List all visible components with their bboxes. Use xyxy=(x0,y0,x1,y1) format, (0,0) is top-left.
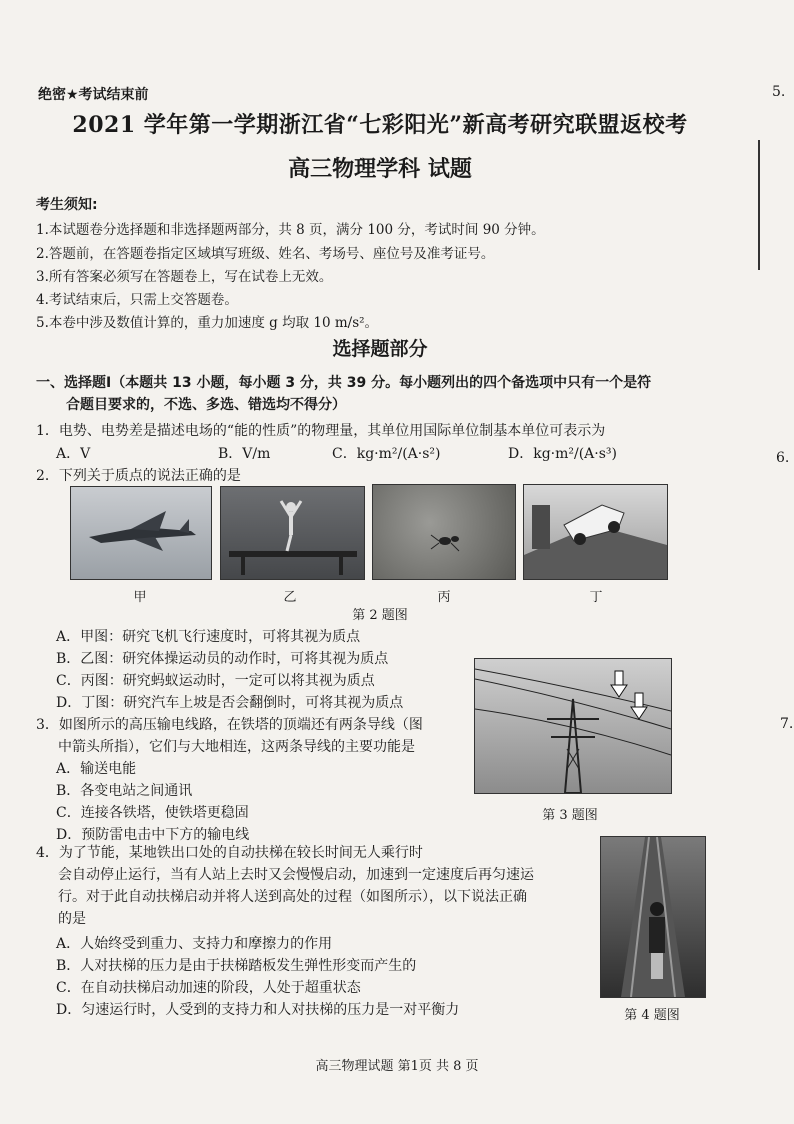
notice-item: 1.本试题卷分选择题和非选择题两部分，共 8 页，满分 100 分，考试时间 90 分钟。 xyxy=(36,222,545,238)
q3-caption: 第 3 题图 xyxy=(542,808,598,823)
exam-subtitle: 高三物理学科 试题 xyxy=(288,156,472,182)
q2-figure-yi xyxy=(220,486,365,580)
q4-option-b: B．人对扶梯的压力是由于扶梯踏板发生弹性形变而产生的 xyxy=(56,958,417,974)
escalator-image xyxy=(601,837,705,997)
q3-option-c: C．连接各铁塔，使铁塔更稳固 xyxy=(56,805,249,821)
q4-figure xyxy=(600,836,706,998)
q3-option-a: A．输送电能 xyxy=(56,761,137,777)
side-number-7: 7. xyxy=(780,716,794,732)
q4-stem-line3: 行。对于此自动扶梯启动并将人送到高处的过程（如图所示），以下说法正确 xyxy=(58,889,527,905)
arrow-down-icon xyxy=(631,693,647,719)
part-heading-line1: 一、选择题Ⅰ（本题共 13 小题，每小题 3 分，共 39 分。每小题列出的四个备选项中只有一个是符 xyxy=(36,375,652,391)
gymnast-image xyxy=(221,487,364,579)
ant-image xyxy=(373,485,515,579)
q3-figure xyxy=(474,658,672,794)
q2-label-yi: 乙 xyxy=(283,590,297,605)
q1-option-c: C．kg·m²/(A·s²) xyxy=(332,446,441,462)
q2-figure-ding xyxy=(523,484,668,580)
q4-option-d: D．匀速运行时，人受到的支持力和人对扶梯的压力是一对平衡力 xyxy=(56,1002,460,1018)
exam-title: 2021 学年第一学期浙江省“七彩阳光”新高考研究联盟返校考 xyxy=(72,112,688,138)
side-number-6: 6. xyxy=(776,450,790,466)
q2-figure-bing xyxy=(372,484,516,580)
q3-stem-line1: 3．如图所示的高压输电线路，在铁塔的顶端还有两条导线（图 xyxy=(36,717,423,733)
q2-figure-jia xyxy=(70,486,212,580)
part-heading xyxy=(36,372,756,416)
car-on-slope-image xyxy=(524,485,667,579)
q2-label-jia: 甲 xyxy=(133,590,147,605)
q4-stem-line1: 4．为了节能，某地铁出口处的自动扶梯在较长时间无人乘行时 xyxy=(36,845,423,861)
notice-item: 5.本卷中涉及数值计算的，重力加速度 g 均取 10 m/s²。 xyxy=(36,315,379,331)
q1-stem: 1．电势、电势差是描述电场的“能的性质”的物理量，其单位用国际单位制基本单位可表示为 xyxy=(36,423,606,439)
arrow-down-icon xyxy=(611,671,627,697)
notice-item: 4.考试结束后，只需上交答题卷。 xyxy=(36,292,238,308)
q4-stem-line2: 会自动停止运行，当有人站上去时又会慢慢启动，加速到一定速度后再匀速运 xyxy=(58,867,534,883)
q2-option-b: B．乙图：研究体操运动员的动作时，可将其视为质点 xyxy=(56,651,389,667)
side-number-5: 5. xyxy=(772,84,786,100)
notice-heading: 考生须知: xyxy=(36,197,98,213)
q2-caption: 第 2 题图 xyxy=(352,608,408,623)
q2-option-d: D．丁图：研究汽车上坡是否会翻倒时，可将其视为质点 xyxy=(56,695,404,711)
transmission-tower-image xyxy=(475,659,671,793)
q3-option-b: B．各变电站之间通讯 xyxy=(56,783,193,799)
q2-option-c: C．丙图：研究蚂蚁运动时，一定可以将其视为质点 xyxy=(56,673,375,689)
q1-option-a: A．V xyxy=(56,446,91,462)
q3-option-d: D．预防雷电击中下方的输电线 xyxy=(56,827,250,843)
q2-stem: 2．下列关于质点的说法正确的是 xyxy=(36,468,241,484)
part-heading-line2: 合题目要求的，不选、多选、错选均不得分） xyxy=(66,397,346,413)
q1-option-b: B．V/m xyxy=(218,446,271,462)
jet-image xyxy=(71,487,211,579)
q4-stem-line4: 的是 xyxy=(58,911,86,927)
q2-label-bing: 丙 xyxy=(437,590,451,605)
notice-item: 3.所有答案必须写在答题卷上，写在试卷上无效。 xyxy=(36,269,333,285)
section-title: 选择题部分 xyxy=(332,338,428,360)
q4-option-a: A．人始终受到重力、支持力和摩擦力的作用 xyxy=(56,936,333,952)
q3-stem-line2: 中箭头所指），它们与大地相连，这两条导线的主要功能是 xyxy=(58,739,415,755)
notice-item: 2.答题前，在答题卷指定区域填写班级、姓名、考场号、座位号及准考证号。 xyxy=(36,246,495,262)
q4-caption: 第 4 题图 xyxy=(624,1008,680,1023)
q2-label-ding: 丁 xyxy=(589,590,603,605)
secret-label: 绝密★考试结束前 xyxy=(38,87,149,103)
q1-option-d: D．kg·m²/(A·s³) xyxy=(508,446,618,462)
page-footer: 高三物理试题 第1页 共 8 页 xyxy=(315,1059,479,1074)
q2-option-a: A．甲图：研究飞机飞行速度时，可将其视为质点 xyxy=(56,629,361,645)
q4-option-c: C．在自动扶梯启动加速的阶段，人处于超重状态 xyxy=(56,980,361,996)
